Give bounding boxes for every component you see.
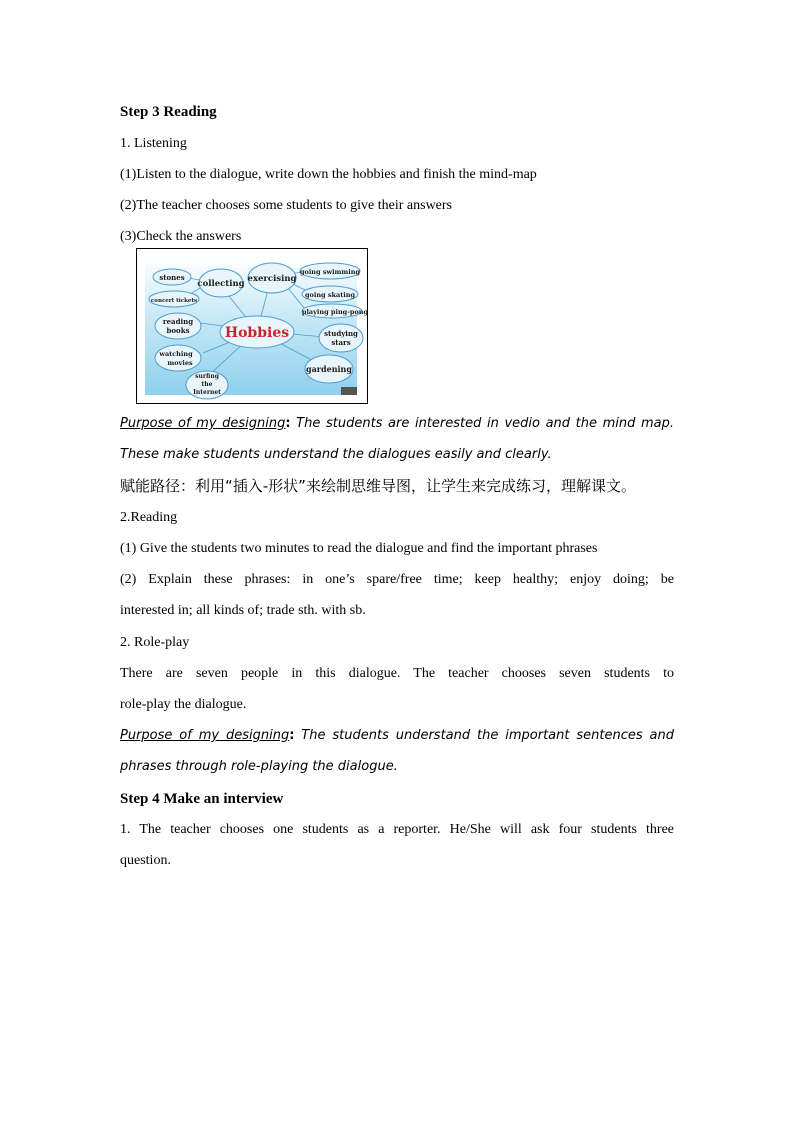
reading-item-2-line-1: (2) Explain these phrases: in one’s spare/free time; keep healthy; enjoy doing; be bbox=[120, 572, 674, 587]
bubble-watching bbox=[155, 345, 201, 371]
purpose-1-line-1 bbox=[120, 416, 674, 432]
purpose-2-label: Purpose of my designing bbox=[120, 728, 290, 743]
node-swimming: going swimming bbox=[299, 268, 361, 276]
purpose-2-line-2: phrases through role-playing the dialogue. bbox=[120, 759, 398, 774]
node-surfing-line3: Internet bbox=[193, 389, 221, 396]
mindmap-image bbox=[136, 248, 368, 404]
purpose-1-label: Purpose of my designing bbox=[120, 416, 286, 431]
node-skating: going skating bbox=[304, 291, 356, 299]
step3-heading: Step 3 Reading bbox=[120, 104, 217, 120]
purpose-2-line-1 bbox=[120, 728, 674, 744]
purpose-2-text: The students understand the important sentences and bbox=[294, 728, 674, 743]
listening-item-2: (2)The teacher chooses some students to give their answers bbox=[120, 198, 453, 213]
node-pingpong: playing ping-pong bbox=[301, 308, 369, 316]
purpose-1-line-2: These make students understand the dialogues easily and clearly. bbox=[120, 447, 552, 462]
node-exercising: exercising bbox=[247, 274, 297, 284]
reading-item-2-line-2: interested in; all kinds of; trade sth. with sb. bbox=[120, 603, 366, 618]
node-stones: stones bbox=[159, 273, 185, 282]
purpose-1-text: The students are interested in vedio and the mind map. bbox=[290, 416, 674, 431]
node-reading-line1: reading bbox=[162, 317, 194, 326]
node-concert: concert tickets bbox=[150, 298, 198, 304]
node-reading-line2: books bbox=[166, 326, 190, 335]
purpose-1-colon: : bbox=[285, 416, 291, 431]
listening-item-1: (1)Listen to the dialogue, write down the hobbies and finish the mind-map bbox=[120, 167, 537, 182]
corner-badge bbox=[341, 387, 357, 395]
node-hobbies: Hobbies bbox=[224, 325, 290, 341]
reading-item-1: (1) Give the students two minutes to read the dialogue and find the important phrases bbox=[120, 541, 598, 556]
step4-heading: Step 4 Make an interview bbox=[120, 791, 284, 807]
node-collecting: collecting bbox=[197, 279, 245, 289]
node-gardening: gardening bbox=[306, 364, 352, 374]
step4-line-1: 1. The teacher chooses one students as a reporter. He/She will ask four students three bbox=[120, 822, 674, 837]
node-studying-line2: stars bbox=[331, 338, 351, 347]
chinese-note: 赋能路径：利用“插入-形状”来绘制思维导图，让学生来完成练习，理解课文。 bbox=[120, 477, 636, 495]
node-watching-line2: movies bbox=[167, 359, 193, 367]
listening-item-3: (3)Check the answers bbox=[120, 229, 242, 244]
step4-line-2: question. bbox=[120, 853, 171, 868]
node-surfing-line2: the bbox=[201, 381, 213, 388]
roleplay-title: 2. Role-play bbox=[120, 635, 190, 650]
roleplay-line-1: There are seven people in this dialogue. The teacher chooses seven students to bbox=[120, 666, 674, 681]
node-studying-line1: studying bbox=[324, 329, 358, 338]
node-watching-line1: watching bbox=[159, 350, 193, 358]
listening-title: 1. Listening bbox=[120, 136, 187, 151]
purpose-2-colon: : bbox=[289, 728, 295, 743]
roleplay-line-2: role-play the dialogue. bbox=[120, 697, 247, 712]
node-surfing-line1: surfing bbox=[195, 373, 219, 380]
reading-title: 2.Reading bbox=[120, 510, 178, 525]
